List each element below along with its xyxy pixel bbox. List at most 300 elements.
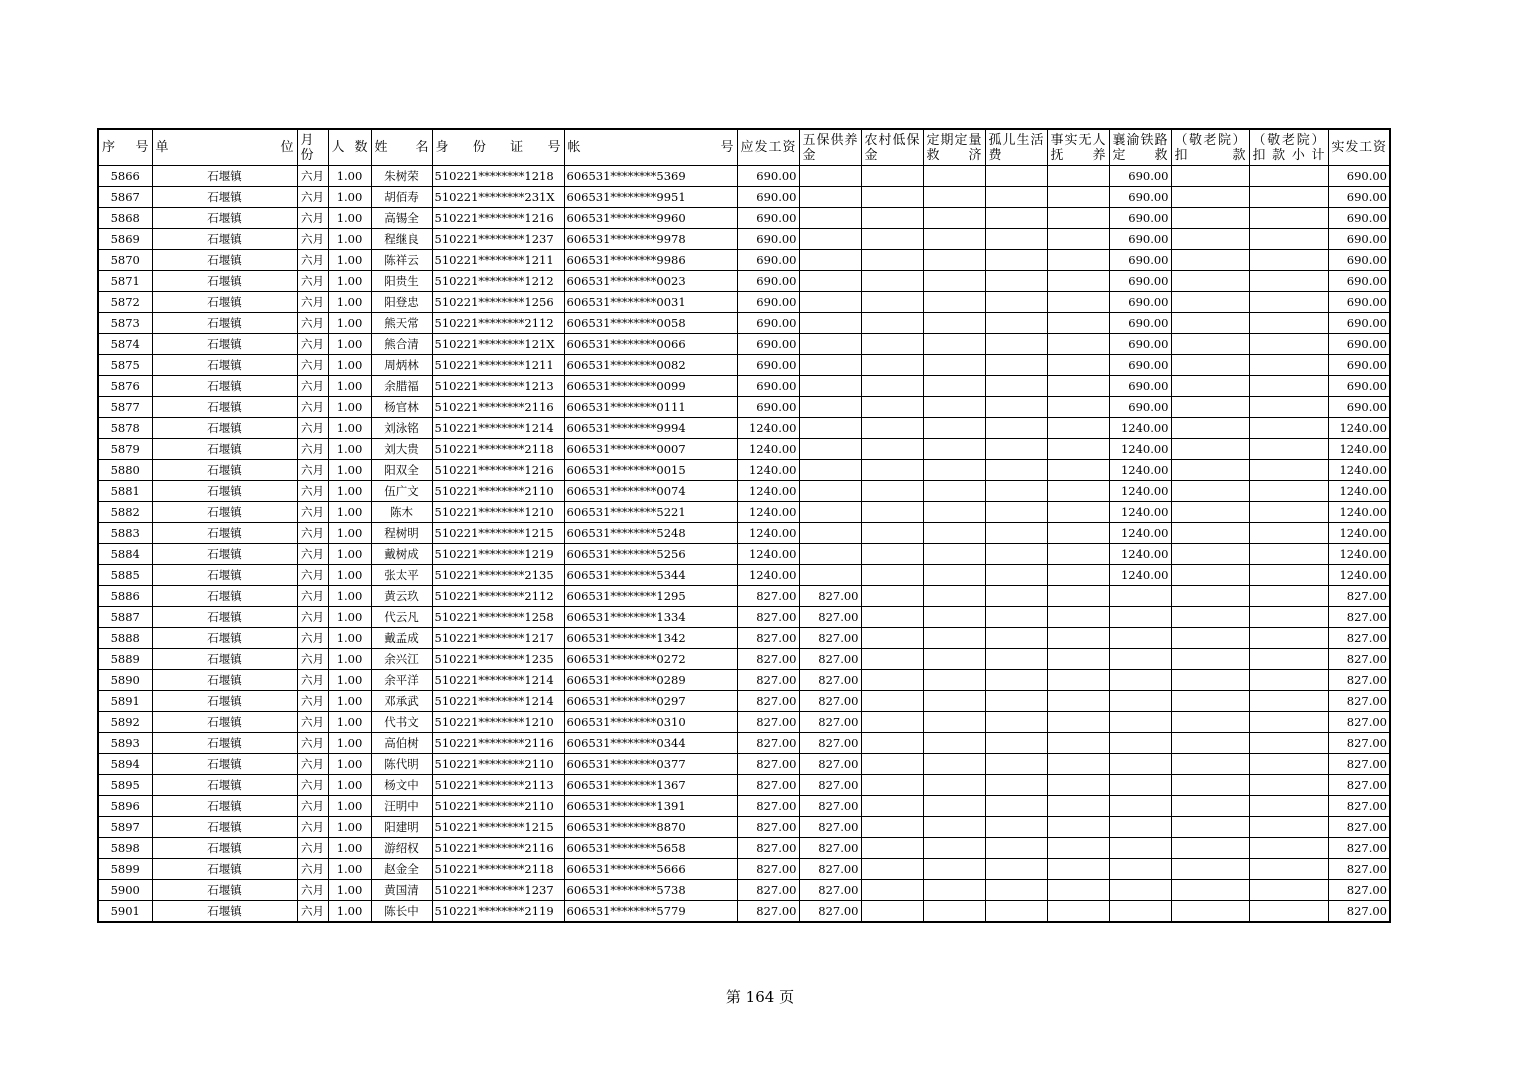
cell-regular-relief: [923, 523, 985, 544]
cell-net-payment: 827.00: [1328, 712, 1390, 733]
table-row: [98, 292, 1390, 313]
cell-headcount: 1.00: [328, 565, 371, 586]
cell-net-payment: 827.00: [1328, 838, 1390, 859]
cell-unit: 石堰镇: [152, 628, 297, 649]
cell-rural-subsistence: [861, 775, 923, 796]
cell-nursing-home-deduction-subtotal: [1249, 166, 1328, 187]
cell-five-guarantee-support: [799, 271, 861, 292]
cell-orphan-allowance: [985, 271, 1047, 292]
cell-account-number: 606531********0099: [564, 376, 737, 397]
cell-nursing-home-deduction-subtotal: [1249, 859, 1328, 880]
cell-nursing-home-deduction: [1171, 460, 1249, 481]
table-row: [98, 901, 1390, 923]
cell-id-number: 510221********1211: [432, 355, 564, 376]
cell-id-number: 510221********1215: [432, 817, 564, 838]
cell-rural-subsistence: [861, 418, 923, 439]
cell-id-number: 510221********231X: [432, 187, 564, 208]
cell-rural-subsistence: [861, 628, 923, 649]
cell-rural-subsistence: [861, 838, 923, 859]
cell-account-number: 606531********0377: [564, 754, 737, 775]
cell-unit: 石堰镇: [152, 439, 297, 460]
cell-name: 余平洋: [371, 670, 432, 691]
cell-five-guarantee-support: [799, 355, 861, 376]
cell-de-facto-unsupported: [1047, 544, 1109, 565]
cell-unit: 石堰镇: [152, 565, 297, 586]
cell-five-guarantee-support: 827.00: [799, 901, 861, 923]
cell-account-number: 606531********8870: [564, 817, 737, 838]
cell-id-number: 510221********2110: [432, 754, 564, 775]
cell-xiangyu-railway-relief: [1109, 754, 1171, 775]
cell-orphan-allowance: [985, 670, 1047, 691]
cell-nursing-home-deduction-subtotal: [1249, 649, 1328, 670]
cell-headcount: 1.00: [328, 397, 371, 418]
cell-serial-number: 5880: [98, 460, 152, 481]
cell-nursing-home-deduction-subtotal: [1249, 208, 1328, 229]
cell-de-facto-unsupported: [1047, 418, 1109, 439]
cell-account-number: 606531********0289: [564, 670, 737, 691]
cell-name: 陈长中: [371, 901, 432, 923]
cell-serial-number: 5897: [98, 817, 152, 838]
cell-five-guarantee-support: [799, 565, 861, 586]
header-rural-subsistence: 农村低保金: [861, 129, 923, 166]
cell-rural-subsistence: [861, 880, 923, 901]
cell-unit: 石堰镇: [152, 796, 297, 817]
cell-five-guarantee-support: [799, 166, 861, 187]
cell-id-number: 510221********1212: [432, 271, 564, 292]
cell-name: 余兴江: [371, 649, 432, 670]
cell-xiangyu-railway-relief: 690.00: [1109, 376, 1171, 397]
cell-unit: 石堰镇: [152, 754, 297, 775]
cell-name: 代云凡: [371, 607, 432, 628]
cell-name: 阳登忠: [371, 292, 432, 313]
cell-id-number: 510221********2112: [432, 313, 564, 334]
cell-five-guarantee-support: [799, 313, 861, 334]
cell-month: 六月: [297, 292, 328, 313]
cell-id-number: 510221********1219: [432, 544, 564, 565]
cell-serial-number: 5895: [98, 775, 152, 796]
header-headcount: 人数: [328, 129, 371, 166]
cell-xiangyu-railway-relief: 1240.00: [1109, 565, 1171, 586]
cell-regular-relief: [923, 796, 985, 817]
cell-xiangyu-railway-relief: [1109, 817, 1171, 838]
cell-account-number: 606531********0058: [564, 313, 737, 334]
cell-serial-number: 5878: [98, 418, 152, 439]
cell-serial-number: 5892: [98, 712, 152, 733]
cell-de-facto-unsupported: [1047, 376, 1109, 397]
cell-net-payment: 1240.00: [1328, 502, 1390, 523]
cell-five-guarantee-support: [799, 460, 861, 481]
cell-name: 熊合清: [371, 334, 432, 355]
cell-xiangyu-railway-relief: 690.00: [1109, 271, 1171, 292]
cell-nursing-home-deduction-subtotal: [1249, 691, 1328, 712]
cell-account-number: 606531********5248: [564, 523, 737, 544]
cell-orphan-allowance: [985, 502, 1047, 523]
cell-nursing-home-deduction: [1171, 271, 1249, 292]
cell-account-number: 606531********0074: [564, 481, 737, 502]
header-xiangyu-railway-relief: 襄渝铁路定救: [1109, 129, 1171, 166]
cell-headcount: 1.00: [328, 418, 371, 439]
cell-headcount: 1.00: [328, 817, 371, 838]
cell-xiangyu-railway-relief: 690.00: [1109, 292, 1171, 313]
cell-account-number: 606531********1367: [564, 775, 737, 796]
cell-de-facto-unsupported: [1047, 628, 1109, 649]
cell-nursing-home-deduction: [1171, 397, 1249, 418]
cell-rural-subsistence: [861, 208, 923, 229]
cell-xiangyu-railway-relief: 690.00: [1109, 355, 1171, 376]
cell-serial-number: 5867: [98, 187, 152, 208]
cell-nursing-home-deduction-subtotal: [1249, 754, 1328, 775]
cell-nursing-home-deduction: [1171, 313, 1249, 334]
table-row: [98, 397, 1390, 418]
header-nursing-home-deduction-subtotal: （敬老院）扣款小计: [1249, 129, 1328, 166]
cell-regular-relief: [923, 376, 985, 397]
cell-headcount: 1.00: [328, 376, 371, 397]
cell-orphan-allowance: [985, 292, 1047, 313]
table-row: [98, 187, 1390, 208]
cell-gross-payable: 827.00: [737, 733, 799, 754]
cell-headcount: 1.00: [328, 313, 371, 334]
cell-name: 邓承武: [371, 691, 432, 712]
cell-account-number: 606531********5779: [564, 901, 737, 923]
cell-unit: 石堰镇: [152, 460, 297, 481]
cell-gross-payable: 690.00: [737, 250, 799, 271]
cell-gross-payable: 827.00: [737, 628, 799, 649]
cell-nursing-home-deduction-subtotal: [1249, 481, 1328, 502]
cell-net-payment: 690.00: [1328, 355, 1390, 376]
cell-headcount: 1.00: [328, 439, 371, 460]
cell-five-guarantee-support: 827.00: [799, 775, 861, 796]
cell-net-payment: 1240.00: [1328, 460, 1390, 481]
cell-account-number: 606531********1391: [564, 796, 737, 817]
table-row: [98, 691, 1390, 712]
cell-de-facto-unsupported: [1047, 607, 1109, 628]
cell-five-guarantee-support: 827.00: [799, 649, 861, 670]
cell-xiangyu-railway-relief: [1109, 628, 1171, 649]
cell-id-number: 510221********2118: [432, 439, 564, 460]
cell-rural-subsistence: [861, 502, 923, 523]
cell-nursing-home-deduction-subtotal: [1249, 271, 1328, 292]
cell-net-payment: 827.00: [1328, 880, 1390, 901]
cell-name: 游绍权: [371, 838, 432, 859]
cell-headcount: 1.00: [328, 166, 371, 187]
cell-headcount: 1.00: [328, 733, 371, 754]
cell-five-guarantee-support: [799, 544, 861, 565]
cell-orphan-allowance: [985, 376, 1047, 397]
cell-headcount: 1.00: [328, 901, 371, 923]
cell-nursing-home-deduction: [1171, 376, 1249, 397]
cell-month: 六月: [297, 838, 328, 859]
cell-nursing-home-deduction-subtotal: [1249, 838, 1328, 859]
cell-month: 六月: [297, 397, 328, 418]
cell-name: 程继良: [371, 229, 432, 250]
cell-nursing-home-deduction: [1171, 250, 1249, 271]
cell-rural-subsistence: [861, 565, 923, 586]
cell-five-guarantee-support: [799, 502, 861, 523]
cell-unit: 石堰镇: [152, 292, 297, 313]
cell-orphan-allowance: [985, 859, 1047, 880]
cell-name: 赵金全: [371, 859, 432, 880]
cell-rural-subsistence: [861, 229, 923, 250]
table-row: [98, 229, 1390, 250]
cell-serial-number: 5871: [98, 271, 152, 292]
cell-id-number: 510221********1237: [432, 880, 564, 901]
cell-xiangyu-railway-relief: 690.00: [1109, 166, 1171, 187]
cell-month: 六月: [297, 334, 328, 355]
cell-net-payment: 827.00: [1328, 859, 1390, 880]
cell-name: 杨文中: [371, 775, 432, 796]
cell-month: 六月: [297, 523, 328, 544]
cell-name: 周炳林: [371, 355, 432, 376]
cell-regular-relief: [923, 565, 985, 586]
cell-name: 代书文: [371, 712, 432, 733]
cell-five-guarantee-support: 827.00: [799, 754, 861, 775]
cell-id-number: 510221********1216: [432, 208, 564, 229]
table-row: [98, 355, 1390, 376]
cell-orphan-allowance: [985, 733, 1047, 754]
cell-serial-number: 5896: [98, 796, 152, 817]
cell-name: 杨官林: [371, 397, 432, 418]
cell-serial-number: 5886: [98, 586, 152, 607]
table-row: [98, 271, 1390, 292]
cell-headcount: 1.00: [328, 271, 371, 292]
cell-orphan-allowance: [985, 187, 1047, 208]
cell-rural-subsistence: [861, 250, 923, 271]
cell-net-payment: 827.00: [1328, 607, 1390, 628]
cell-account-number: 606531********9960: [564, 208, 737, 229]
cell-rural-subsistence: [861, 313, 923, 334]
cell-gross-payable: 1240.00: [737, 481, 799, 502]
cell-de-facto-unsupported: [1047, 397, 1109, 418]
cell-orphan-allowance: [985, 838, 1047, 859]
cell-de-facto-unsupported: [1047, 313, 1109, 334]
cell-de-facto-unsupported: [1047, 334, 1109, 355]
cell-account-number: 606531********9978: [564, 229, 737, 250]
cell-orphan-allowance: [985, 460, 1047, 481]
cell-unit: 石堰镇: [152, 691, 297, 712]
cell-regular-relief: [923, 544, 985, 565]
cell-gross-payable: 690.00: [737, 292, 799, 313]
cell-rural-subsistence: [861, 670, 923, 691]
cell-five-guarantee-support: 827.00: [799, 691, 861, 712]
cell-rural-subsistence: [861, 397, 923, 418]
table-row: [98, 628, 1390, 649]
cell-xiangyu-railway-relief: [1109, 796, 1171, 817]
cell-id-number: 510221********1235: [432, 649, 564, 670]
table-row: [98, 880, 1390, 901]
cell-name: 阳建明: [371, 817, 432, 838]
cell-rural-subsistence: [861, 292, 923, 313]
cell-unit: 石堰镇: [152, 208, 297, 229]
cell-rural-subsistence: [861, 691, 923, 712]
cell-net-payment: 827.00: [1328, 754, 1390, 775]
cell-nursing-home-deduction-subtotal: [1249, 712, 1328, 733]
cell-net-payment: 690.00: [1328, 208, 1390, 229]
cell-de-facto-unsupported: [1047, 565, 1109, 586]
cell-serial-number: 5891: [98, 691, 152, 712]
cell-id-number: 510221********1218: [432, 166, 564, 187]
cell-orphan-allowance: [985, 481, 1047, 502]
cell-id-number: 510221********1216: [432, 460, 564, 481]
cell-gross-payable: 827.00: [737, 775, 799, 796]
cell-gross-payable: 827.00: [737, 670, 799, 691]
cell-nursing-home-deduction-subtotal: [1249, 376, 1328, 397]
cell-de-facto-unsupported: [1047, 775, 1109, 796]
cell-month: 六月: [297, 859, 328, 880]
cell-orphan-allowance: [985, 334, 1047, 355]
cell-xiangyu-railway-relief: [1109, 712, 1171, 733]
cell-de-facto-unsupported: [1047, 292, 1109, 313]
table-row: [98, 586, 1390, 607]
cell-rural-subsistence: [861, 439, 923, 460]
cell-month: 六月: [297, 796, 328, 817]
cell-month: 六月: [297, 229, 328, 250]
cell-gross-payable: 690.00: [737, 166, 799, 187]
cell-account-number: 606531********0272: [564, 649, 737, 670]
cell-de-facto-unsupported: [1047, 271, 1109, 292]
cell-nursing-home-deduction-subtotal: [1249, 544, 1328, 565]
cell-nursing-home-deduction: [1171, 439, 1249, 460]
cell-five-guarantee-support: 827.00: [799, 586, 861, 607]
cell-headcount: 1.00: [328, 880, 371, 901]
cell-net-payment: 827.00: [1328, 817, 1390, 838]
cell-serial-number: 5877: [98, 397, 152, 418]
header-orphan-allowance: 孤儿生活费: [985, 129, 1047, 166]
cell-orphan-allowance: [985, 628, 1047, 649]
cell-gross-payable: 690.00: [737, 397, 799, 418]
cell-five-guarantee-support: [799, 229, 861, 250]
cell-de-facto-unsupported: [1047, 880, 1109, 901]
cell-gross-payable: 827.00: [737, 838, 799, 859]
cell-month: 六月: [297, 439, 328, 460]
cell-rural-subsistence: [861, 460, 923, 481]
cell-net-payment: 690.00: [1328, 250, 1390, 271]
cell-xiangyu-railway-relief: 690.00: [1109, 250, 1171, 271]
cell-xiangyu-railway-relief: [1109, 691, 1171, 712]
cell-unit: 石堰镇: [152, 418, 297, 439]
cell-name: 伍广文: [371, 481, 432, 502]
cell-five-guarantee-support: [799, 208, 861, 229]
cell-headcount: 1.00: [328, 691, 371, 712]
cell-account-number: 606531********1295: [564, 586, 737, 607]
cell-name: 刘大贵: [371, 439, 432, 460]
cell-gross-payable: 690.00: [737, 208, 799, 229]
cell-gross-payable: 1240.00: [737, 439, 799, 460]
cell-orphan-allowance: [985, 565, 1047, 586]
cell-month: 六月: [297, 649, 328, 670]
cell-nursing-home-deduction: [1171, 649, 1249, 670]
cell-five-guarantee-support: [799, 481, 861, 502]
cell-regular-relief: [923, 691, 985, 712]
cell-net-payment: 690.00: [1328, 187, 1390, 208]
cell-nursing-home-deduction-subtotal: [1249, 292, 1328, 313]
cell-net-payment: 690.00: [1328, 397, 1390, 418]
cell-nursing-home-deduction: [1171, 166, 1249, 187]
cell-regular-relief: [923, 418, 985, 439]
cell-name: 高伯树: [371, 733, 432, 754]
cell-month: 六月: [297, 817, 328, 838]
header-net-payment: 实发工资: [1328, 129, 1390, 166]
header-month: 月份: [297, 129, 328, 166]
cell-regular-relief: [923, 313, 985, 334]
cell-id-number: 510221********1214: [432, 670, 564, 691]
cell-nursing-home-deduction-subtotal: [1249, 523, 1328, 544]
cell-nursing-home-deduction: [1171, 670, 1249, 691]
cell-rural-subsistence: [861, 901, 923, 923]
cell-unit: 石堰镇: [152, 313, 297, 334]
cell-net-payment: 827.00: [1328, 649, 1390, 670]
cell-de-facto-unsupported: [1047, 502, 1109, 523]
cell-month: 六月: [297, 544, 328, 565]
cell-xiangyu-railway-relief: [1109, 859, 1171, 880]
cell-unit: 石堰镇: [152, 166, 297, 187]
cell-headcount: 1.00: [328, 670, 371, 691]
table-row: [98, 313, 1390, 334]
cell-net-payment: 827.00: [1328, 775, 1390, 796]
cell-rural-subsistence: [861, 523, 923, 544]
cell-id-number: 510221********2119: [432, 901, 564, 923]
cell-nursing-home-deduction-subtotal: [1249, 565, 1328, 586]
cell-headcount: 1.00: [328, 229, 371, 250]
cell-regular-relief: [923, 754, 985, 775]
cell-xiangyu-railway-relief: 1240.00: [1109, 523, 1171, 544]
cell-month: 六月: [297, 271, 328, 292]
cell-month: 六月: [297, 607, 328, 628]
cell-regular-relief: [923, 166, 985, 187]
cell-account-number: 606531********0082: [564, 355, 737, 376]
cell-orphan-allowance: [985, 586, 1047, 607]
cell-five-guarantee-support: 827.00: [799, 859, 861, 880]
cell-five-guarantee-support: [799, 292, 861, 313]
table-row: [98, 838, 1390, 859]
cell-id-number: 510221********2118: [432, 859, 564, 880]
cell-nursing-home-deduction: [1171, 523, 1249, 544]
cell-xiangyu-railway-relief: 1240.00: [1109, 418, 1171, 439]
cell-unit: 石堰镇: [152, 229, 297, 250]
cell-nursing-home-deduction-subtotal: [1249, 733, 1328, 754]
cell-xiangyu-railway-relief: [1109, 649, 1171, 670]
cell-account-number: 606531********5369: [564, 166, 737, 187]
cell-unit: 石堰镇: [152, 187, 297, 208]
cell-regular-relief: [923, 250, 985, 271]
cell-net-payment: 1240.00: [1328, 418, 1390, 439]
cell-regular-relief: [923, 292, 985, 313]
cell-de-facto-unsupported: [1047, 712, 1109, 733]
cell-serial-number: 5893: [98, 733, 152, 754]
cell-headcount: 1.00: [328, 481, 371, 502]
cell-month: 六月: [297, 376, 328, 397]
cell-gross-payable: 690.00: [737, 229, 799, 250]
cell-id-number: 510221********1210: [432, 502, 564, 523]
cell-serial-number: 5870: [98, 250, 152, 271]
cell-unit: 石堰镇: [152, 901, 297, 923]
cell-gross-payable: 690.00: [737, 313, 799, 334]
cell-xiangyu-railway-relief: 690.00: [1109, 187, 1171, 208]
cell-net-payment: 690.00: [1328, 292, 1390, 313]
cell-month: 六月: [297, 313, 328, 334]
cell-name: 陈木: [371, 502, 432, 523]
cell-nursing-home-deduction-subtotal: [1249, 229, 1328, 250]
cell-month: 六月: [297, 670, 328, 691]
cell-net-payment: 690.00: [1328, 376, 1390, 397]
cell-month: 六月: [297, 418, 328, 439]
cell-gross-payable: 1240.00: [737, 565, 799, 586]
cell-five-guarantee-support: 827.00: [799, 628, 861, 649]
cell-de-facto-unsupported: [1047, 460, 1109, 481]
table-row: [98, 523, 1390, 544]
header-name: 姓名: [371, 129, 432, 166]
cell-serial-number: 5884: [98, 544, 152, 565]
relief-payment-table: [97, 128, 1391, 923]
